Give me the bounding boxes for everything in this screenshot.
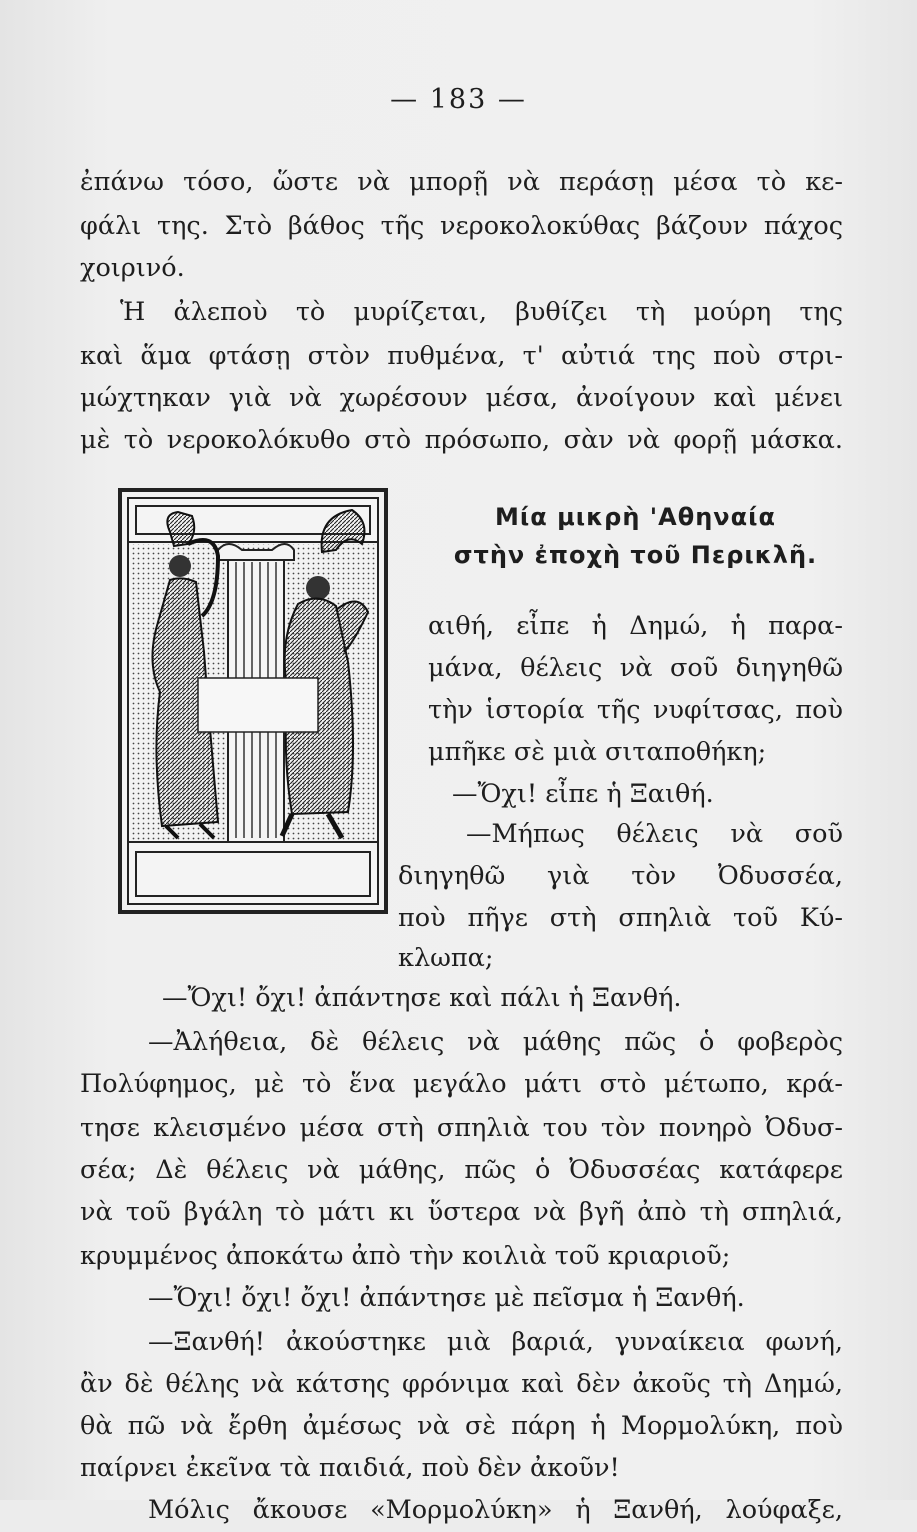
text-line: τὴν ἱστορία τῆς νυφίτσας, ποὺ bbox=[428, 695, 843, 725]
text-line: —Μήπως θέλεις νὰ σοῦ bbox=[466, 819, 843, 849]
text-line: —Ὄχι! εἶπε ἡ Ξαιθή. bbox=[452, 779, 714, 809]
text-line: μώχτηκαν γιὰ νὰ χωρέσουν μέσα, ἀνοίγουν καὶ μένει bbox=[80, 383, 843, 413]
text-line: κρυμμένος ἀποκάτω ἀπὸ τὴν κοιλιὰ τοῦ κριαριοῦ; bbox=[80, 1241, 731, 1271]
text-line: Μόλις ἄκουσε «Μορμολύκη» ἡ Ξανθή, λούφαξε, bbox=[148, 1495, 843, 1525]
text-line: παίρνει ἐκεῖνα τὰ παιδιά, ποὺ δὲν ἀκοῦν! bbox=[80, 1453, 620, 1483]
text-line: χοιρινό. bbox=[80, 253, 185, 283]
text-line: καὶ ἅμα φτάσῃ στὸν πυθμένα, τ' αὐτιά της ποὺ στρι- bbox=[80, 341, 843, 371]
page-number: — 183 — bbox=[390, 84, 527, 115]
text-line: ἂν δὲ θέλης νὰ κάτσης φρόνιμα καὶ δὲν ἀκοῦς τὴ Δημώ, bbox=[80, 1369, 843, 1399]
illustration-graphic bbox=[122, 492, 384, 910]
text-line: —Ξανθή! ἀκούστηκε μιὰ βαριά, γυναίκεια φωνή, bbox=[148, 1327, 843, 1357]
text-line: κλωπα; bbox=[398, 943, 494, 973]
section-heading: Μία μικρὴ 'Αθηναία bbox=[495, 503, 776, 531]
text-line: φάλι της. Στὸ βάθος τῆς νεροκολοκύθας βάζουν πάχος bbox=[80, 211, 843, 241]
text-line: —Ὄχι! ὄχι! ἀπάντησε καὶ πάλι ἡ Ξανθή. bbox=[162, 983, 682, 1013]
text-line: αιθή, εἶπε ἡ Δημώ, ἡ παρα- bbox=[428, 611, 843, 641]
text-line: ποὺ πῆγε στὴ σπηλιὰ τοῦ Κύ- bbox=[398, 903, 843, 933]
text-line: Ἡ ἀλεποὺ τὸ μυρίζεται, βυθίζει τὴ μούρη της bbox=[120, 297, 843, 327]
text-line: μάνα, θέλεις νὰ σοῦ διηγηθῶ bbox=[428, 653, 843, 683]
text-line: τησε κλεισμένο μέσα στὴ σπηλιὰ του τὸν πονηρὸ Ὀδυσ- bbox=[80, 1113, 843, 1143]
text-line: θὰ πῶ νὰ ἔρθη ἀμέσως νὰ σὲ πάρη ἡ Μορμολύκη, ποὺ bbox=[80, 1411, 843, 1441]
text-line: Πολύφημος, μὲ τὸ ἕνα μεγάλο μάτι στὸ μέτωπο, κρά- bbox=[80, 1069, 843, 1099]
text-line: —Ἀλήθεια, δὲ θέλεις νὰ μάθης πῶς ὁ φοβερὸς bbox=[148, 1027, 843, 1057]
text-line: νὰ τοῦ βγάλη τὸ μάτι κι ὕστερα νὰ βγῆ ἀπὸ τὴ σπηλιά, bbox=[80, 1197, 843, 1227]
text-line: μπῆκε σὲ μιὰ σιταποθήκη; bbox=[428, 737, 767, 767]
text-line: σέα; Δὲ θέλεις νὰ μάθης, πῶς ὁ Ὀδυσσέας κατάφερε bbox=[80, 1155, 843, 1185]
text-line: μὲ τὸ νεροκολόκυθο στὸ πρόσωπο, σὰν νὰ φορῇ μάσκα. bbox=[80, 425, 843, 455]
text-line: διηγηθῶ γιὰ τὸν Ὀδυσσέα, bbox=[398, 861, 843, 891]
text-line: ἐπάνω τόσο, ὥστε νὰ μπορῇ νὰ περάσῃ μέσα τὸ κε- bbox=[80, 167, 843, 197]
section-heading: στὴν ἐποχὴ τοῦ Περικλῆ. bbox=[453, 541, 818, 569]
illustration-two-figures bbox=[118, 488, 388, 914]
text-line: —Ὄχι! ὄχι! ὄχι! ἀπάντησε μὲ πεῖσμα ἡ Ξανθή. bbox=[148, 1283, 745, 1313]
